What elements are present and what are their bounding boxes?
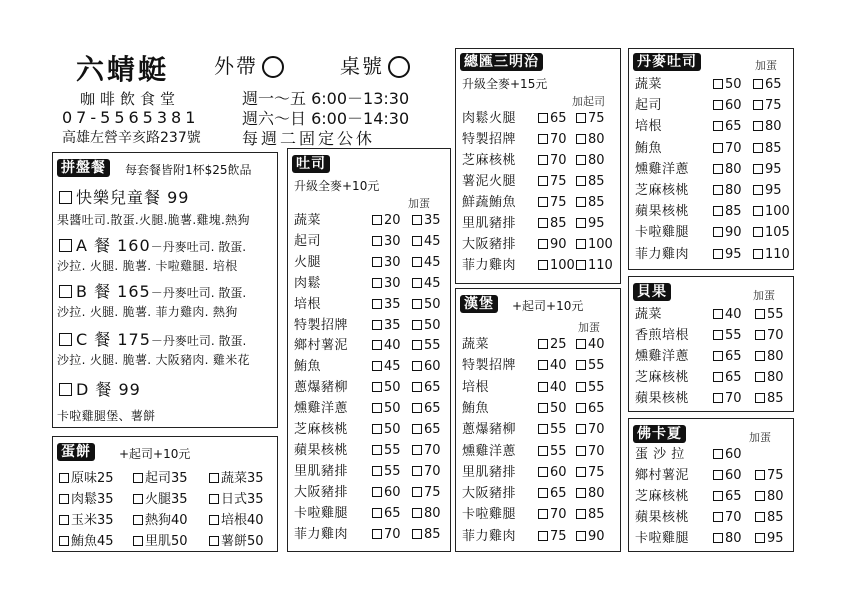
toast-price-checkbox[interactable]: 55: [372, 462, 401, 482]
burger-price-checkbox[interactable]: 25: [538, 335, 567, 355]
burger-price-checkbox[interactable]: 55: [538, 442, 567, 462]
burger-item: [462, 484, 620, 504]
waffle-item-name: 卡啦雞腿: [635, 531, 690, 546]
burger-egg-price-checkbox[interactable]: 70: [576, 442, 605, 462]
club-price-checkbox[interactable]: 75: [538, 193, 567, 213]
burger-price-checkbox[interactable]: 40: [538, 378, 567, 398]
club-price-checkbox[interactable]: 75: [538, 172, 567, 192]
hours-weekday: 週一～五 6:00－13:30: [242, 89, 410, 108]
club-item-name: 特製招牌: [462, 132, 517, 147]
burger-price-checkbox[interactable]: 60: [538, 463, 567, 483]
pancake-section: [52, 436, 278, 552]
toast-egg-price-checkbox[interactable]: 60: [412, 357, 441, 377]
burger-egg-price-checkbox[interactable]: 55: [576, 378, 605, 398]
pancake-item[interactable]: 鮪魚45: [59, 530, 114, 549]
bagel-item: [635, 305, 793, 325]
club-item: [462, 172, 620, 192]
club-egg-price-checkbox[interactable]: 80: [576, 130, 605, 150]
toast-item: [294, 399, 450, 419]
waffle-egg-price-checkbox[interactable]: 95: [755, 529, 784, 549]
toast-item-name: 菲力雞肉: [294, 526, 349, 542]
table-label: 桌號: [340, 50, 410, 79]
address: 高雄左營辛亥路237號: [62, 130, 201, 146]
meal-a-desc: 沙拉. 火腿. 脆薯. 卡啦雞腿. 培根: [57, 259, 238, 273]
waffle-item-name: 芝麻核桃: [635, 489, 690, 504]
bagel-egg-price-checkbox[interactable]: 80: [755, 368, 784, 388]
waffle-price-checkbox[interactable]: 70: [713, 508, 742, 528]
toast-item-name: 卡啦雞腿: [294, 505, 349, 521]
club-item-name: 芝麻核桃: [462, 153, 517, 168]
burger-item: [462, 335, 620, 355]
danish-item: [635, 202, 793, 222]
toast-item: [294, 420, 450, 440]
club-item-name: 里肌豬排: [462, 216, 517, 231]
danish-egg-price-checkbox[interactable]: 80: [753, 117, 782, 137]
burger-title: 漢堡: [460, 295, 498, 313]
toast-price-checkbox[interactable]: 20: [372, 211, 401, 231]
danish-price-checkbox[interactable]: 60: [713, 96, 742, 116]
toast-item: [294, 316, 450, 336]
focaccia-title: 佛卡夏: [633, 425, 686, 443]
bagel-egg-price-checkbox[interactable]: 70: [755, 326, 784, 346]
club-item-name: 肉鬆火腿: [462, 111, 517, 126]
danish-item-name: 蘋果核桃: [635, 204, 690, 220]
burger-price-checkbox[interactable]: 40: [538, 356, 567, 376]
club-egg-price-checkbox[interactable]: 110: [576, 256, 613, 276]
pancake-item[interactable]: 玉米35: [59, 509, 114, 528]
waffle-price-checkbox[interactable]: 80: [713, 529, 742, 549]
burger-item: [462, 356, 620, 376]
waffle-price-checkbox[interactable]: 60: [713, 445, 742, 465]
burger-item: [462, 378, 620, 398]
waffle-price-checkbox[interactable]: 65: [713, 487, 742, 507]
toast-item: [294, 232, 450, 252]
toast-item: [294, 378, 450, 398]
toast-item-name: 蘋果核桃: [294, 442, 349, 458]
toast-price-checkbox[interactable]: 45: [372, 357, 401, 377]
burger-item-name: 特製招牌: [462, 358, 517, 374]
danish-price-checkbox[interactable]: 90: [713, 223, 742, 243]
bagel-egg-price-checkbox[interactable]: 80: [755, 347, 784, 367]
danish-title: 丹麥吐司: [633, 53, 701, 71]
waffle-price-checkbox[interactable]: 60: [713, 466, 742, 486]
burger-item-name: 燻雞洋蔥: [462, 443, 517, 459]
waffle-item: [635, 466, 793, 486]
danish-price-checkbox[interactable]: 70: [713, 139, 742, 159]
burger-price-checkbox[interactable]: 65: [538, 484, 567, 504]
waffle-item-name: 蘋果核桃: [635, 510, 690, 525]
waffle-item-name: 蛋 沙 拉: [635, 447, 685, 462]
danish-price-checkbox[interactable]: 95: [713, 245, 742, 265]
danish-item: [635, 160, 793, 180]
meal-d[interactable]: D 餐 99: [59, 377, 141, 400]
toast-egg-price-checkbox[interactable]: 35: [412, 211, 441, 231]
toast-egg-price-checkbox[interactable]: 65: [412, 378, 441, 398]
meal-b-desc: 沙拉. 火腿. 脆薯. 菲力雞肉. 熱狗: [57, 305, 238, 319]
waffle-item: [635, 445, 793, 465]
burger-item-name: 蔬菜: [462, 337, 490, 352]
pancake-item[interactable]: 起司35: [133, 467, 188, 486]
meal-b[interactable]: B 餐 165－丹麥吐司. 散蛋.: [59, 279, 246, 302]
burger-egg-price-checkbox[interactable]: 85: [576, 505, 605, 525]
toast-title: 吐司: [292, 155, 330, 173]
toast-price-checkbox[interactable]: 30: [372, 232, 401, 252]
hours-weekend: 週六～日 6:00－14:30: [242, 109, 410, 128]
danish-price-checkbox[interactable]: 65: [713, 117, 742, 137]
toast-egg-price-checkbox[interactable]: 70: [412, 441, 441, 461]
waffle-egg-price-checkbox[interactable]: 75: [755, 466, 784, 486]
toast-item-name: 鄉村薯泥: [294, 338, 349, 354]
toast-item: [294, 504, 450, 524]
bagel-item-name: 燻雞洋蔥: [635, 349, 690, 364]
bagel-price-checkbox[interactable]: 65: [713, 368, 742, 388]
danish-item-name: 卡啦雞腿: [635, 225, 690, 241]
toast-section: [287, 148, 451, 552]
meal-c-desc: 沙拉. 火腿. 脆薯. 大阪豬肉. 雞米花: [57, 353, 250, 367]
toast-egg-price-checkbox[interactable]: 70: [412, 462, 441, 482]
danish-egg-price-checkbox[interactable]: 95: [753, 160, 782, 180]
pancake-item[interactable]: 培根40: [209, 509, 264, 528]
closed-day: 每週二固定公休: [242, 129, 376, 148]
toast-item-name: 起司: [294, 233, 322, 249]
toast-price-checkbox[interactable]: 55: [372, 441, 401, 461]
club-item: [462, 109, 620, 129]
toast-item-name: 大阪豬排: [294, 484, 349, 500]
danish-item: [635, 75, 793, 95]
toast-price-checkbox[interactable]: 40: [372, 336, 401, 356]
danish-item: [635, 181, 793, 201]
club-egg-price-checkbox[interactable]: 75: [576, 109, 605, 129]
pancake-item[interactable]: 蔬菜35: [209, 467, 264, 486]
club-egg-price-checkbox[interactable]: 100: [576, 235, 613, 255]
waffle-item: [635, 508, 793, 528]
toast-item: [294, 525, 450, 545]
danish-addegg: 加蛋: [755, 59, 777, 72]
bagel-price-checkbox[interactable]: 70: [713, 389, 742, 409]
combo-section: [52, 152, 278, 428]
club-item: [462, 235, 620, 255]
takeout-circle: [262, 56, 284, 78]
toast-item-name: 蔬菜: [294, 213, 322, 228]
meal-d-desc: 卡啦雞腿堡、薯餅: [57, 409, 156, 423]
pancake-item[interactable]: 熱狗40: [133, 509, 188, 528]
burger-item-name: 培根: [462, 379, 490, 395]
bagel-section: [628, 276, 794, 412]
focaccia-addegg: 加蛋: [749, 431, 771, 444]
bagel-item-name: 蔬菜: [635, 307, 663, 322]
toast-egg-price-checkbox[interactable]: 80: [412, 504, 441, 524]
club-item: [462, 214, 620, 234]
kids-meal[interactable]: 快樂兒童餐 99: [59, 185, 189, 208]
bagel-item: [635, 368, 793, 388]
toast-price-checkbox[interactable]: 70: [372, 525, 401, 545]
pancake-item[interactable]: 薯餅50: [209, 530, 264, 549]
danish-item: [635, 245, 793, 265]
burger-section: [455, 288, 621, 552]
club-egg-price-checkbox[interactable]: 85: [576, 172, 605, 192]
toast-item: [294, 295, 450, 315]
pancake-item[interactable]: 火腿35: [133, 488, 188, 507]
takeout-label: 外帶: [214, 50, 284, 79]
pancake-title: 蛋餅: [57, 443, 95, 461]
toast-egg-price-checkbox[interactable]: 45: [412, 232, 441, 252]
toast-item-name: 特製招牌: [294, 317, 349, 333]
danish-price-checkbox[interactable]: 80: [713, 160, 742, 180]
toast-egg-price-checkbox[interactable]: 65: [412, 399, 441, 419]
bagel-price-checkbox[interactable]: 40: [713, 305, 742, 325]
meal-c[interactable]: C 餐 175－丹麥吐司. 散蛋.: [59, 327, 246, 350]
toast-egg-price-checkbox[interactable]: 85: [412, 525, 441, 545]
toast-price-checkbox[interactable]: 35: [372, 316, 401, 336]
burger-item: [462, 463, 620, 483]
toast-egg-price-checkbox[interactable]: 75: [412, 483, 441, 503]
waffle-item-name: 鄉村薯泥: [635, 468, 690, 483]
club-price-checkbox[interactable]: 90: [538, 235, 567, 255]
burger-item-name: 鮪魚: [462, 400, 490, 416]
danish-item-name: 芝麻核桃: [635, 183, 690, 198]
toast-price-checkbox[interactable]: 50: [372, 420, 401, 440]
club-note: 升級全麥+15元: [462, 77, 548, 91]
subtitle: 咖啡飲食堂: [80, 90, 181, 108]
burger-price-checkbox[interactable]: 55: [538, 420, 567, 440]
danish-item: [635, 223, 793, 243]
toast-item: [294, 462, 450, 482]
burger-price-checkbox[interactable]: 70: [538, 505, 567, 525]
burger-item: [462, 505, 620, 525]
club-item-name: 鮮蔬鮪魚: [462, 195, 517, 210]
burger-item: [462, 420, 620, 440]
toast-egg-price-checkbox[interactable]: 55: [412, 336, 441, 356]
danish-item-name: 蔬菜: [635, 77, 663, 92]
club-egg-price-checkbox[interactable]: 85: [576, 193, 605, 213]
burger-egg-price-checkbox[interactable]: 90: [576, 527, 605, 547]
club-item-name: 菲力雞肉: [462, 258, 517, 273]
danish-item-name: 起司: [635, 98, 663, 114]
danish-item: [635, 117, 793, 137]
danish-egg-price-checkbox[interactable]: 110: [753, 245, 790, 265]
bagel-price-checkbox[interactable]: 55: [713, 326, 742, 346]
toast-item: [294, 483, 450, 503]
burger-item-name: 蔥爆豬柳: [462, 422, 517, 438]
bagel-item: [635, 326, 793, 346]
toast-item-name: 蔥爆豬柳: [294, 380, 349, 396]
club-item: [462, 193, 620, 213]
danish-item-name: 培根: [635, 119, 663, 135]
burger-item-name: 大阪豬排: [462, 486, 517, 502]
club-price-checkbox[interactable]: 70: [538, 151, 567, 171]
burger-egg-price-checkbox[interactable]: 65: [576, 399, 605, 419]
toast-item-name: 火腿: [294, 254, 322, 270]
toast-price-checkbox[interactable]: 65: [372, 504, 401, 524]
club-item: [462, 256, 620, 276]
bagel-item-name: 芝麻核桃: [635, 370, 690, 385]
toast-price-checkbox[interactable]: 50: [372, 378, 401, 398]
toast-egg-price-checkbox[interactable]: 45: [412, 274, 441, 294]
toast-item: [294, 211, 450, 231]
waffle-egg-price-checkbox[interactable]: 80: [755, 487, 784, 507]
bagel-item: [635, 347, 793, 367]
toast-price-checkbox[interactable]: 60: [372, 483, 401, 503]
table-circle: [388, 56, 410, 78]
danish-egg-price-checkbox[interactable]: 85: [753, 139, 782, 159]
danish-item-name: 菲力雞肉: [635, 246, 690, 262]
club-section: [455, 48, 621, 284]
bagel-item-name: 香煎培根: [635, 328, 690, 343]
toast-item-name: 肉鬆: [294, 275, 322, 291]
club-price-checkbox[interactable]: 65: [538, 109, 567, 129]
club-price-checkbox[interactable]: 85: [538, 214, 567, 234]
toast-egg-price-checkbox[interactable]: 65: [412, 420, 441, 440]
danish-egg-price-checkbox[interactable]: 100: [753, 202, 790, 222]
burger-egg-price-checkbox[interactable]: 55: [576, 356, 605, 376]
club-item: [462, 151, 620, 171]
club-egg-price-checkbox[interactable]: 95: [576, 214, 605, 234]
waffle-item: [635, 487, 793, 507]
club-price-checkbox[interactable]: 70: [538, 130, 567, 150]
toast-price-checkbox[interactable]: 30: [372, 274, 401, 294]
burger-item: [462, 399, 620, 419]
toast-item: [294, 253, 450, 273]
bagel-egg-price-checkbox[interactable]: 55: [755, 305, 784, 325]
burger-item: [462, 442, 620, 462]
pancake-item[interactable]: 肉鬆35: [59, 488, 114, 507]
toast-item-name: 里肌豬排: [294, 463, 349, 479]
club-item-name: 大阪豬排: [462, 237, 517, 252]
combo-note: 每套餐皆附1杯$25飲品: [125, 163, 252, 177]
bagel-price-checkbox[interactable]: 65: [713, 347, 742, 367]
danish-section: [628, 48, 794, 270]
burger-item: [462, 527, 620, 547]
burger-item-name: 菲力雞肉: [462, 528, 517, 544]
club-price-checkbox[interactable]: 100: [538, 256, 575, 276]
pancake-item[interactable]: 日式35: [209, 488, 264, 507]
club-addcheese: 加起司: [572, 95, 605, 108]
toast-price-checkbox[interactable]: 50: [372, 399, 401, 419]
logo: 六蜻蜓: [76, 53, 170, 86]
danish-egg-price-checkbox[interactable]: 75: [753, 96, 782, 116]
toast-item: [294, 336, 450, 356]
toast-item: [294, 441, 450, 461]
burger-price-checkbox[interactable]: 50: [538, 399, 567, 419]
bagel-item: [635, 389, 793, 409]
toast-item-name: 鮪魚: [294, 359, 322, 375]
waffle-item: [635, 529, 793, 549]
burger-addegg: 加蛋: [578, 321, 600, 334]
burger-egg-price-checkbox[interactable]: 75: [576, 463, 605, 483]
toast-egg-price-checkbox[interactable]: 50: [412, 295, 441, 315]
bagel-egg-price-checkbox[interactable]: 85: [755, 389, 784, 409]
toast-item-name: 培根: [294, 296, 322, 312]
combo-title: 拼盤餐: [57, 159, 110, 177]
danish-price-checkbox[interactable]: 50: [713, 75, 742, 95]
toast-item-name: 燻雞洋蔥: [294, 401, 349, 417]
danish-egg-price-checkbox[interactable]: 65: [753, 75, 782, 95]
danish-item: [635, 139, 793, 159]
toast-egg-price-checkbox[interactable]: 50: [412, 316, 441, 336]
burger-egg-price-checkbox[interactable]: 80: [576, 484, 605, 504]
toast-item: [294, 274, 450, 294]
danish-item-name: 鮪魚: [635, 140, 663, 156]
burger-note: +起司+10元: [512, 299, 584, 313]
toast-price-checkbox[interactable]: 35: [372, 295, 401, 315]
club-title: 總匯三明治: [460, 53, 543, 71]
danish-price-checkbox[interactable]: 85: [713, 202, 742, 222]
phone: 07-5565381: [62, 108, 200, 127]
danish-egg-price-checkbox[interactable]: 95: [753, 181, 782, 201]
burger-item-name: 卡啦雞腿: [462, 507, 517, 523]
pancake-item[interactable]: 原味25: [59, 467, 114, 486]
waffle-egg-price-checkbox[interactable]: 85: [755, 508, 784, 528]
pancake-note: +起司+10元: [119, 447, 191, 461]
bagel-item-name: 蘋果核桃: [635, 391, 690, 406]
bagel-title: 貝果: [633, 283, 671, 301]
toast-addegg: 加蛋: [408, 197, 430, 210]
burger-price-checkbox[interactable]: 75: [538, 527, 567, 547]
toast-egg-price-checkbox[interactable]: 45: [412, 253, 441, 273]
toast-item: [294, 357, 450, 377]
burger-egg-price-checkbox[interactable]: 70: [576, 420, 605, 440]
toast-item-name: 芝麻核桃: [294, 422, 349, 437]
club-egg-price-checkbox[interactable]: 80: [576, 151, 605, 171]
burger-egg-price-checkbox[interactable]: 40: [576, 335, 605, 355]
burger-item-name: 里肌豬排: [462, 464, 517, 480]
club-item-name: 薯泥火腿: [462, 174, 517, 189]
toast-price-checkbox[interactable]: 30: [372, 253, 401, 273]
kids-meal-desc: 果醬吐司.散蛋.火腿.脆薯.雞塊.熱狗: [57, 213, 250, 227]
focaccia-section: [628, 418, 794, 552]
toast-note: 升級全麥+10元: [294, 179, 380, 193]
danish-item: [635, 96, 793, 116]
danish-item-name: 燻雞洋蔥: [635, 161, 690, 177]
danish-egg-price-checkbox[interactable]: 105: [753, 223, 790, 243]
danish-price-checkbox[interactable]: 80: [713, 181, 742, 201]
meal-a[interactable]: A 餐 160－丹麥吐司. 散蛋.: [59, 233, 246, 256]
club-item: [462, 130, 620, 150]
bagel-addegg: 加蛋: [753, 289, 775, 302]
pancake-item[interactable]: 里肌50: [133, 530, 188, 549]
